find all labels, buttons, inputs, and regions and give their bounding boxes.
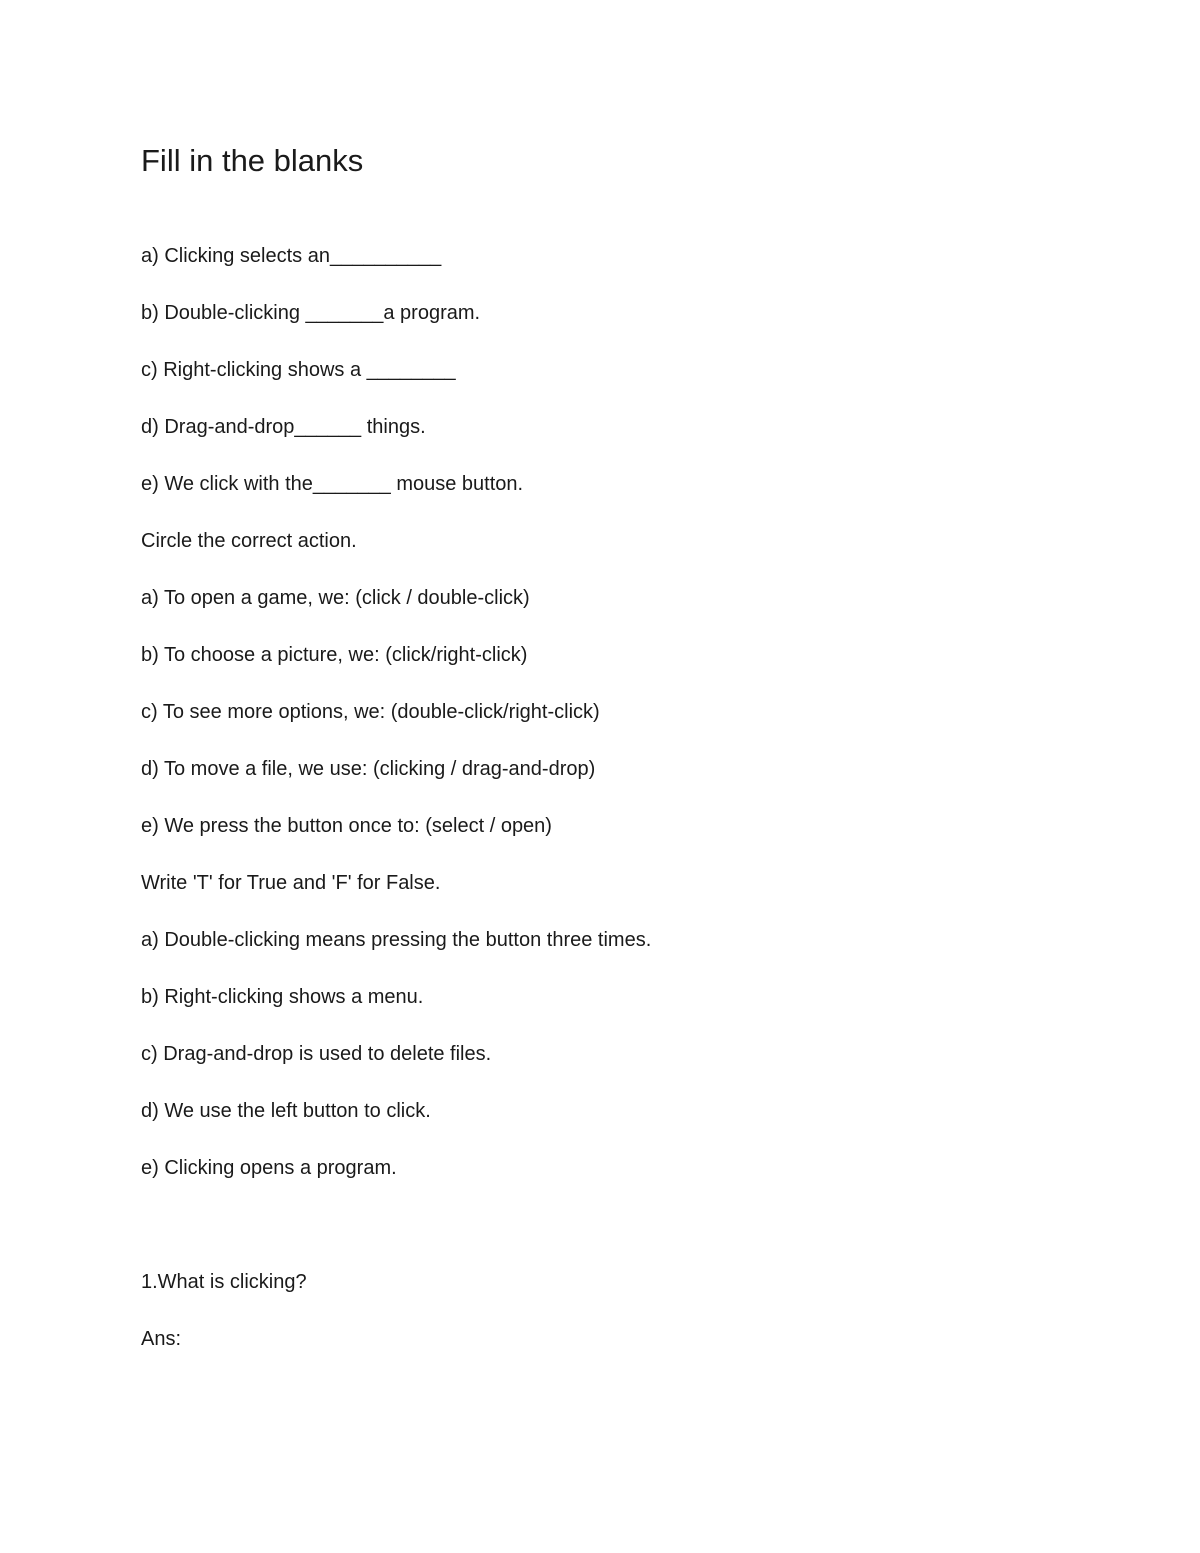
circle-item-c: c) To see more options, we: (double-click/right-click) <box>141 701 600 723</box>
fill-blank-e: e) We click with the_______ mouse button. <box>141 473 524 495</box>
question-1: 1.What is clicking? <box>141 1271 307 1293</box>
fill-blank-d: d) Drag-and-drop______ things. <box>141 416 426 438</box>
true-false-item-d: d) We use the left button to click. <box>141 1100 431 1122</box>
circle-item-a: a) To open a game, we: (click / double-click) <box>141 587 530 609</box>
fill-blank-b: b) Double-clicking _______a program. <box>141 302 481 324</box>
true-false-item-c: c) Drag-and-drop is used to delete files. <box>141 1043 492 1065</box>
page-title: Fill in the blanks <box>141 143 364 178</box>
fill-blank-c: c) Right-clicking shows a ________ <box>141 359 456 381</box>
answer-label: Ans: <box>141 1328 182 1350</box>
circle-item-b: b) To choose a picture, we: (click/right-click) <box>141 644 528 666</box>
circle-item-e: e) We press the button once to: (select / open) <box>141 815 552 837</box>
true-false-item-b: b) Right-clicking shows a menu. <box>141 986 424 1008</box>
fill-blank-a: a) Clicking selects an__________ <box>141 245 442 267</box>
circle-heading: Circle the correct action. <box>141 530 357 552</box>
true-false-heading: Write 'T' for True and 'F' for False. <box>141 872 441 894</box>
circle-item-d: d) To move a file, we use: (clicking / drag-and-drop) <box>141 758 596 780</box>
true-false-item-a: a) Double-clicking means pressing the button three times. <box>141 929 652 951</box>
true-false-item-e: e) Clicking opens a program. <box>141 1157 397 1179</box>
